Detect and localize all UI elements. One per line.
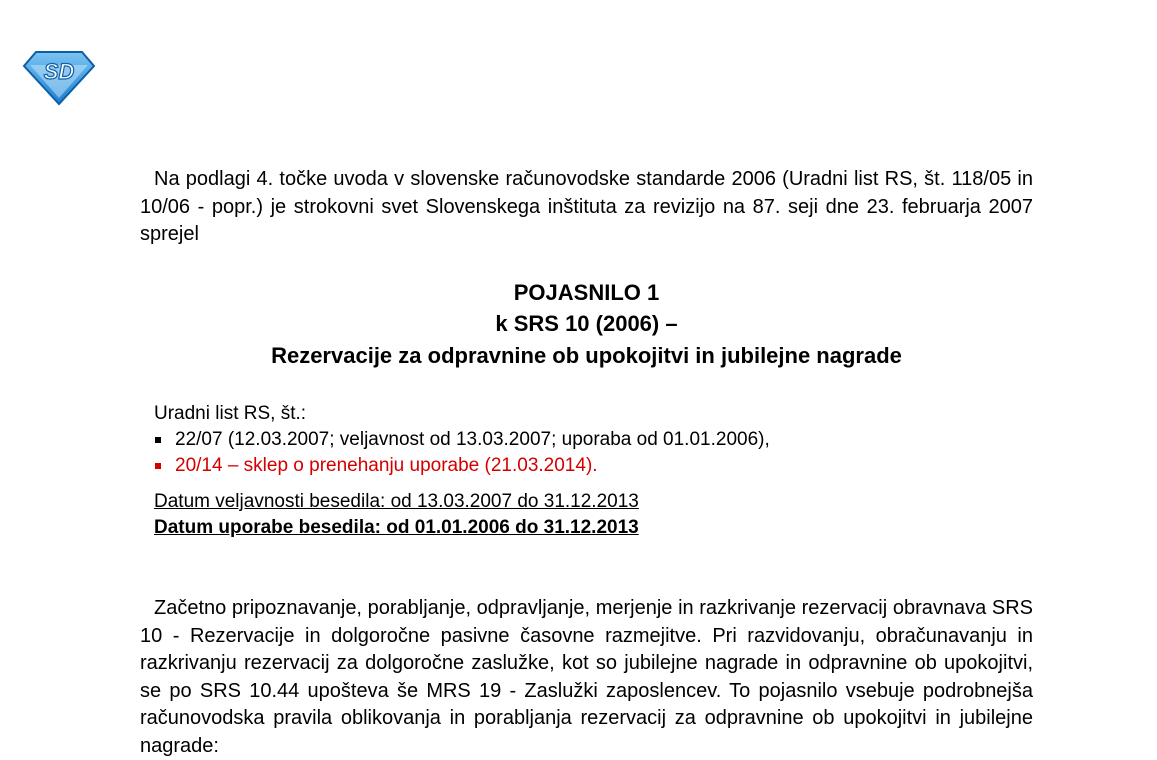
gazette-references xyxy=(154,401,1033,479)
application-date: Datum uporabe besedila: od 01.01.2006 do 31.12.2013 xyxy=(154,517,639,538)
document-body xyxy=(140,166,1033,760)
sd-logo xyxy=(22,48,96,106)
sd-logo-icon xyxy=(22,48,96,106)
gazette-heading: Uradni list RS, št.: xyxy=(154,403,307,424)
text-dates xyxy=(154,489,1033,541)
document-title xyxy=(140,277,1033,372)
square-bullet-icon xyxy=(155,437,161,443)
title-line-1: POJASNILO 1 xyxy=(513,279,660,305)
gazette-item xyxy=(154,427,1033,453)
title-line-3: Rezervacije za odpravnine ob upokojitvi in jubilejne nagrade xyxy=(271,342,902,368)
title-line-2: k SRS 10 (2006) – xyxy=(495,311,678,336)
gazette-item-text: 22/07 (12.03.2007; veljavnost od 13.03.2007; uporaba od 01.01.2006), xyxy=(175,429,770,450)
validity-date: Datum veljavnosti besedila: od 13.03.2007 do 31.12.2013 xyxy=(154,491,639,512)
square-bullet-icon xyxy=(155,463,161,469)
gazette-item-text: 20/14 – sklep o prenehanju uporabe (21.03.2014). xyxy=(175,455,598,476)
intro-paragraph: Na podlagi 4. točke uvoda v slovenske računovodske standarde 2006 (Uradni list RS, št. 118/05 in 10/06 - popr.) je strokovni svet Slovenskega inštituta za revizijo na 87. seji dne 23. februarja 2007 sprejel xyxy=(140,168,1033,245)
gazette-list xyxy=(154,427,1033,479)
gazette-item-repeal xyxy=(154,453,1033,479)
body-paragraph: Začetno pripoznavanje, porabljanje, odpravljanje, merjenje in razkrivanje rezervacij obravnava SRS 10 - Rezervacije in dolgoročne pasivne časovne razmejitve. Pri razvidovanju, obračunavanju in razkrivanju rezervacij za dolgoročne zaslužke, kot so jubilejne nagrade in odpravnine ob upokojitvi, se po SRS 10.44 upošteva še MRS 19 - Zaslužki zaposlencev. To pojasnilo vsebuje podrobnejša računovodska pravila oblikovanja in porabljanja rezervacij za odpravnine ob upokojitvi in jubilejne nagrade: xyxy=(140,597,1033,757)
logo-lettering: SD xyxy=(43,59,75,84)
